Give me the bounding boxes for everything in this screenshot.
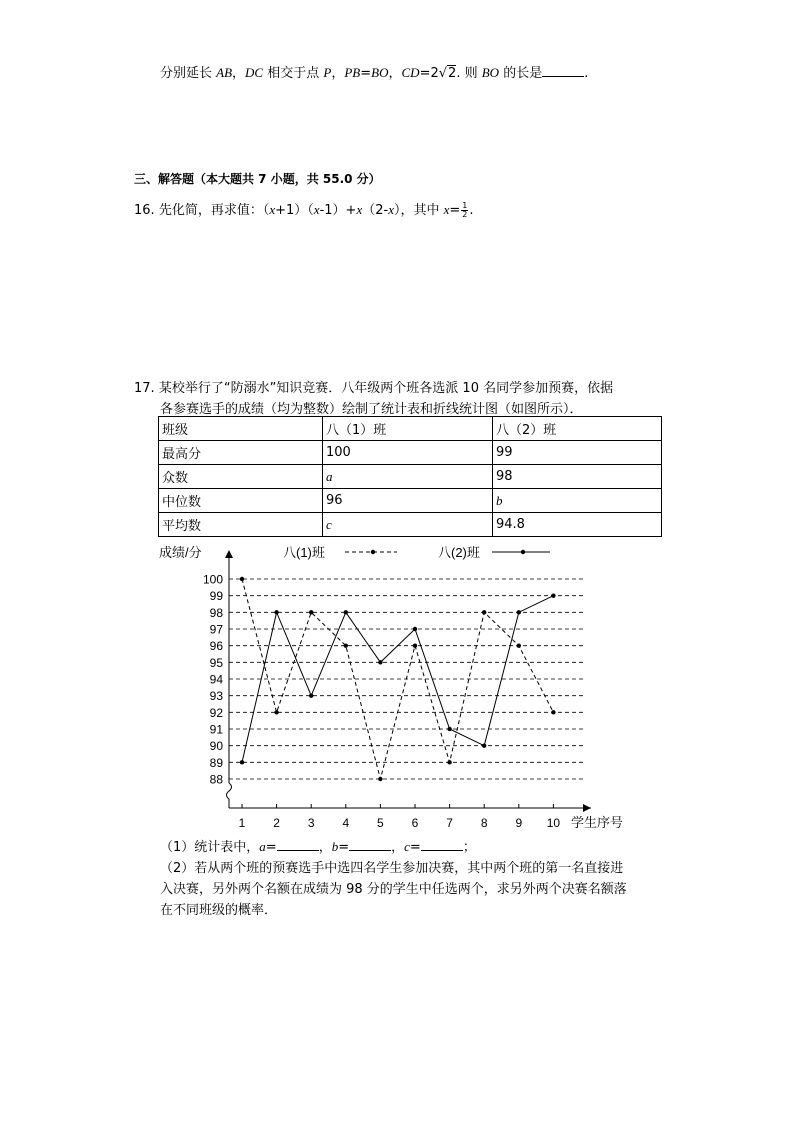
var-a: a	[259, 839, 266, 854]
table-cell: b	[493, 489, 662, 513]
y-tick-label: 97	[209, 622, 223, 637]
y-axis-arrow	[225, 550, 233, 558]
table-cell: 99	[493, 441, 662, 465]
x-tick-label: 10	[546, 816, 561, 830]
y-tick-label: 95	[209, 655, 223, 670]
data-point	[482, 743, 486, 747]
data-point	[274, 610, 278, 614]
legend-swatch-point	[371, 550, 375, 554]
q17-sub1	[160, 836, 476, 855]
x-tick-label: 3	[307, 816, 315, 830]
x-tick-label: 5	[377, 816, 384, 830]
data-point	[517, 610, 521, 614]
data-point	[413, 643, 417, 647]
var-b: b	[331, 839, 339, 854]
table-header-cell: 班级	[159, 417, 323, 441]
data-point	[413, 627, 417, 631]
sub1-end: ；	[462, 840, 476, 855]
data-point	[551, 593, 555, 597]
y-tick-label: 88	[209, 772, 223, 787]
data-point	[240, 760, 244, 764]
fraction-numerator: 1	[462, 201, 468, 210]
x-tick-label: 2	[273, 816, 280, 830]
answer-blank-c[interactable]	[421, 838, 463, 851]
var-x: x	[269, 202, 276, 217]
data-point	[447, 760, 451, 764]
q17-sub2-line2: 入决赛，另外两个名额在成绩为 98 分的学生中任选两个，求另外两个决赛名额落	[160, 882, 627, 897]
q15-prefix: 分别延长	[160, 66, 217, 81]
data-point	[344, 643, 348, 647]
question-number: 17.	[134, 381, 155, 396]
sub1-sep: ，	[391, 840, 405, 855]
data-point	[378, 777, 382, 781]
y-tick-label: 98	[209, 605, 223, 620]
table-row	[159, 489, 662, 513]
table-row	[159, 465, 662, 489]
q15-sep: ，	[388, 66, 402, 81]
data-point	[344, 610, 348, 614]
var-x: x	[388, 202, 394, 217]
table-cell: 96	[323, 489, 493, 513]
q15-sep: ，	[331, 66, 345, 81]
y-tick-label: 99	[209, 589, 223, 604]
legend-label: 八(1)班	[283, 545, 325, 560]
legend-swatch-point	[521, 550, 525, 554]
table-cell: 98	[493, 465, 662, 489]
sub1-sep: ，	[318, 840, 332, 855]
table-header-cell: 八（1）班	[323, 417, 493, 441]
q17-line2: 各参赛选手的成绩（均为整数）绘制了统计表和折线统计图（如图所示）．	[160, 402, 583, 417]
q15-var-pb: PB	[344, 65, 361, 80]
x-tick-label: 9	[515, 816, 523, 830]
data-point	[551, 710, 555, 714]
legend-label: 八(2)班	[438, 545, 480, 560]
stats-table	[158, 416, 662, 537]
q17-line1	[134, 377, 613, 396]
q15-text	[160, 62, 588, 81]
data-point	[240, 577, 244, 581]
sqrt-sign: √	[438, 66, 448, 81]
sub1-text: （1）统计表中，	[160, 840, 260, 855]
data-point	[274, 710, 278, 714]
table-cell: c	[323, 513, 493, 537]
table-row	[159, 441, 662, 465]
data-point	[309, 693, 313, 697]
q16-part: -1）+	[319, 203, 357, 218]
q15-var-p: P	[323, 65, 332, 80]
fraction-denominator: 2	[462, 210, 468, 219]
x-axis-label: 学生序号	[571, 815, 624, 830]
q15-var-bo: BO	[481, 65, 500, 80]
q15-var-ab: AB	[216, 65, 233, 80]
table-row	[159, 513, 662, 537]
data-point	[517, 643, 521, 647]
x-tick-label: 6	[411, 816, 419, 830]
q15-mid: . 则	[456, 66, 482, 81]
q16-end: .	[469, 203, 474, 218]
q15-eq: =2	[419, 66, 439, 81]
q15-suffix: 的长是	[499, 66, 543, 81]
sqrt-radicand: 2	[448, 66, 457, 81]
section-title: 三、解答题（本大题共 7 小题，共 55.0 分）	[134, 172, 381, 186]
axis-break	[227, 783, 232, 808]
table-cell: 平均数	[159, 513, 323, 537]
var-x: x	[356, 202, 363, 217]
y-tick-label: 94	[209, 672, 223, 687]
var-x: x	[443, 202, 450, 217]
y-tick-label: 90	[209, 739, 223, 754]
table-cell: 众数	[159, 465, 323, 489]
q16-part: 先化简，再求值：（	[158, 203, 270, 218]
x-axis-arrow	[583, 804, 591, 812]
q15-sep: ，	[232, 66, 246, 81]
sub1-eq: =	[338, 840, 350, 855]
answer-blank-a[interactable]	[277, 838, 319, 851]
x-tick-label: 7	[446, 816, 453, 830]
q17-sub2-line3: 在不同班级的概率．	[160, 903, 278, 918]
x-tick-label: 8	[480, 816, 488, 830]
q17-text: 某校举行了“防溺水”知识竞赛．八年级两个班各选派 10 名同学参加预赛，依据	[158, 381, 614, 396]
q16-part: ），其中	[393, 203, 444, 218]
q15-var-bo: BO	[371, 65, 389, 80]
q15-var-dc: DC	[245, 65, 264, 80]
q15-eq: =	[360, 66, 372, 81]
y-axis-label: 成绩/分	[159, 545, 202, 560]
answer-blank-b[interactable]	[349, 838, 391, 851]
q15-mid: 相交于点	[263, 66, 324, 81]
y-tick-label: 100	[202, 572, 223, 587]
answer-blank[interactable]	[542, 64, 584, 77]
table-header-cell: 八（2）班	[493, 417, 662, 441]
y-tick-label: 96	[209, 639, 223, 654]
data-point	[378, 660, 382, 664]
table-cell: a	[323, 465, 493, 489]
q17-sub2-line1: （2）若从两个班的预赛选手中选四名学生参加决赛，其中两个班的第一名直接进	[160, 861, 624, 876]
fraction	[461, 202, 468, 219]
q16-part: （2-	[362, 203, 389, 218]
table-cell: 94.8	[493, 513, 662, 537]
y-tick-label: 92	[209, 705, 223, 720]
var-c: c	[404, 839, 410, 854]
x-tick-label: 4	[342, 816, 350, 830]
var-x: x	[313, 202, 320, 217]
data-point	[482, 610, 486, 614]
data-point	[309, 610, 313, 614]
q16-eq: =	[449, 203, 461, 218]
y-tick-label: 89	[209, 755, 223, 770]
table-cell: 中位数	[159, 489, 323, 513]
table-cell: 100	[323, 441, 493, 465]
q16-text	[134, 199, 474, 219]
q16-part: +1）（	[275, 203, 314, 218]
question-number: 16.	[134, 203, 155, 218]
table-header-row	[159, 417, 662, 441]
q15-var-cd: CD	[401, 65, 420, 80]
y-tick-label: 93	[209, 689, 223, 704]
table-cell: 最高分	[159, 441, 323, 465]
line-chart	[155, 540, 635, 835]
sub1-eq: =	[265, 840, 277, 855]
data-point	[447, 727, 451, 731]
sub1-eq: =	[409, 840, 421, 855]
q15-end: .	[584, 66, 589, 81]
x-tick-label: 1	[238, 816, 246, 830]
y-tick-label: 91	[209, 722, 223, 737]
